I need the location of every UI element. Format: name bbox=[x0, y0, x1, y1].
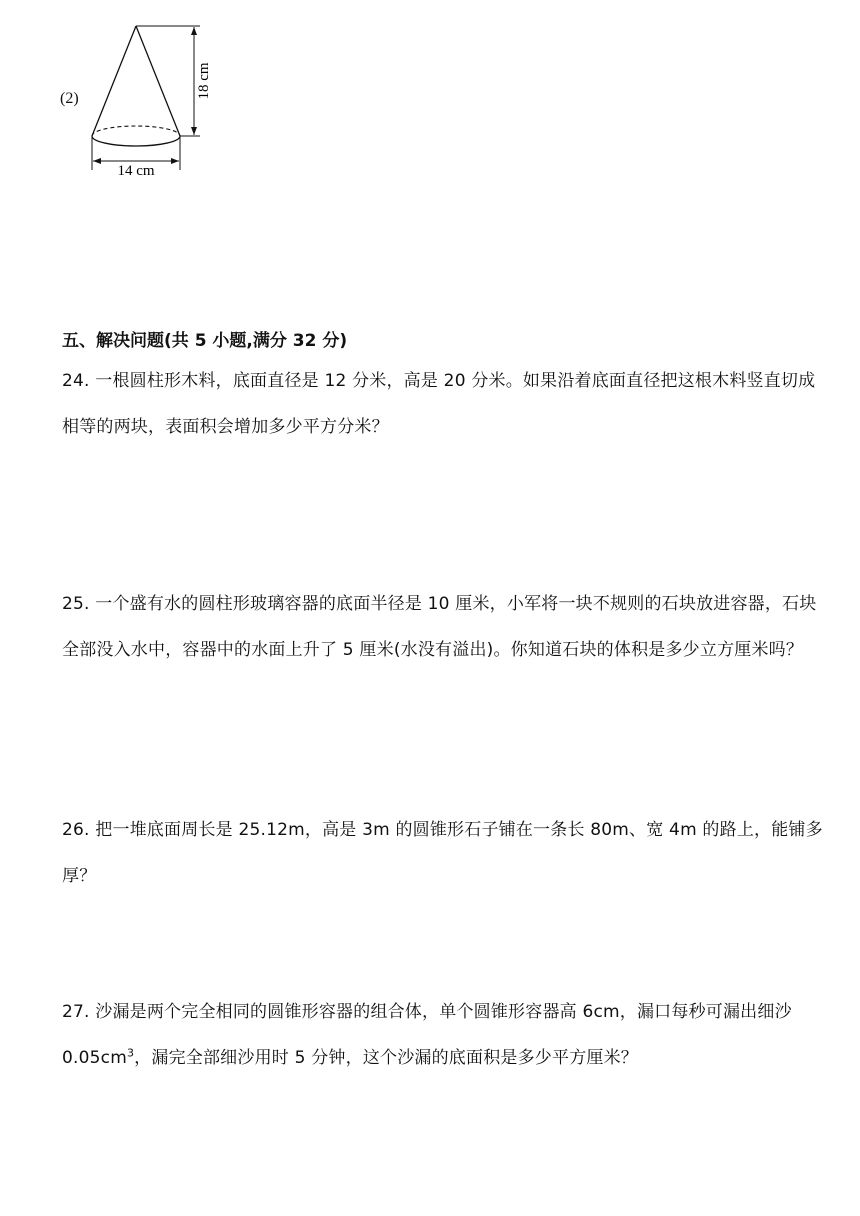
figure-label: (2) bbox=[60, 90, 79, 107]
diameter-arrow-right bbox=[171, 158, 179, 164]
question-24: 24. 一根圆柱形木料，底面直径是 12 分米，高是 20 分米。如果沿着底面直径把这根木料竖直切成相等的两块，表面积会增加多少平方分米？ bbox=[62, 371, 816, 437]
height-label: 18 cm bbox=[196, 62, 212, 100]
height-arrow-top bbox=[191, 27, 197, 35]
diameter-label: 14 cm bbox=[117, 163, 155, 179]
question-27-text-b: ，漏完全部细沙用时 5 分钟，这个沙漏的底面积是多少平方厘米？ bbox=[134, 1048, 638, 1068]
question-26: 26. 把一堆底面周长是 25.12m，高是 3m 的圆锥形石子铺在一条长 80m、宽 4m 的路上，能铺多厚？ bbox=[62, 820, 823, 886]
question-25: 25. 一个盛有水的圆柱形玻璃容器的底面半径是 10 厘米，小军将一块不规则的石块放进容器，石块全部没入水中，容器中的水面上升了 5 厘米(水没有溢出)。你知道石块的体积是多少立方厘米吗？ bbox=[62, 594, 817, 660]
diameter-arrow-left bbox=[93, 158, 101, 164]
cone-base-front bbox=[92, 136, 180, 146]
cone-left-edge bbox=[92, 26, 136, 136]
cone-figure bbox=[60, 18, 220, 188]
cubic-superscript: 3 bbox=[126, 1046, 135, 1060]
question-27 bbox=[62, 989, 832, 1081]
question-27-text-a: 27. 沙漏是两个完全相同的圆锥形容器的组合体，单个圆锥形容器高 6cm，漏口每秒可漏出细沙 0.05cm bbox=[62, 1002, 792, 1068]
cone-diagram bbox=[80, 18, 220, 183]
section-title: 五、解决问题(共 5 小题,满分 32 分) bbox=[62, 331, 348, 351]
height-arrow-bottom bbox=[191, 127, 197, 135]
cone-right-edge bbox=[136, 26, 180, 136]
cone-base-back bbox=[92, 126, 180, 136]
